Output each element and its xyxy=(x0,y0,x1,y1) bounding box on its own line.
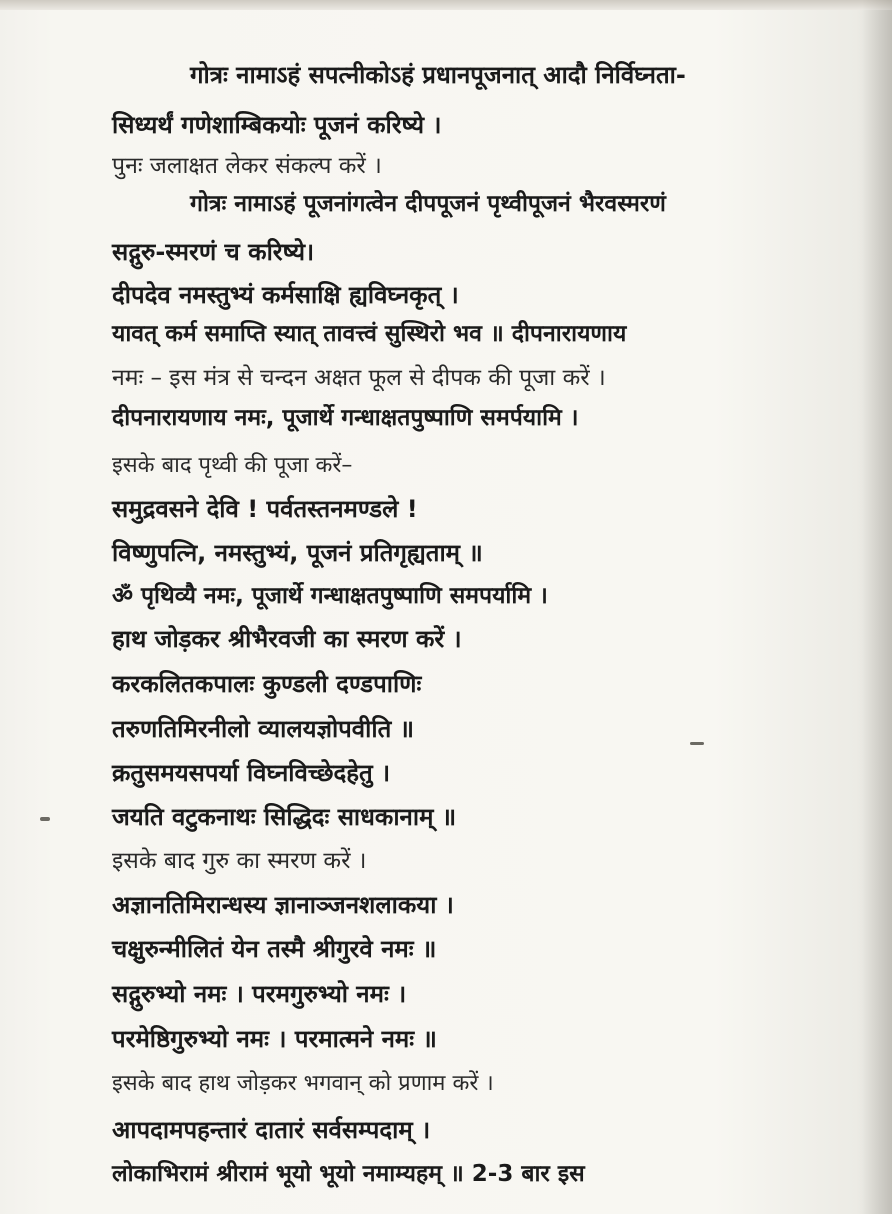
page-binding-shadow xyxy=(862,0,892,1214)
text-line: दीपनारायणाय नमः, पूजार्थे गन्धाक्षतपुष्पाणि समर्पयामि । xyxy=(112,405,579,431)
text-line: यावत् कर्म समाप्ति स्यात् तावत्त्वं सुस्थिरो भव ॥ दीपनारायणाय xyxy=(112,321,627,347)
text-line: करकलितकपालः कुण्डली दण्डपाणिः xyxy=(112,670,422,698)
text-line: लोकाभिरामं श्रीरामं भूयो भूयो नमाम्यहम् ॥ 2-3 बार इस xyxy=(112,1161,585,1187)
ink-smudge xyxy=(40,817,50,821)
text-line: परमेष्ठिगुरुभ्यो नमः । परमात्मने नमः ॥ xyxy=(112,1025,437,1053)
text-line: जयति वटुकनाथः सिद्धिदः साधकानाम् ॥ xyxy=(112,803,457,831)
text-line: इसके बाद पृथ्वी की पूजा करें– xyxy=(112,453,353,478)
text-line: दीपदेव नमस्तुभ्यं कर्मसाक्षि ह्यविघ्नकृत् । xyxy=(112,281,459,309)
text-line: चक्षुरुन्मीलितं येन तस्मै श्रीगुरवे नमः ॥ xyxy=(112,935,437,963)
text-line: सिध्यर्थं गणेशाम्बिकयोः पूजनं करिष्ये । xyxy=(112,111,442,139)
text-line: सद्गुरुभ्यो नमः । परमगुरुभ्यो नमः । xyxy=(112,980,407,1008)
text-line: ॐ पृथिव्यै नमः, पूजार्थे गन्धाक्षतपुष्पाणि समपर्यामि । xyxy=(112,583,548,609)
text-line: आपदामपहन्तारं दातारं सर्वसम्पदाम् । xyxy=(112,1116,431,1144)
text-line: समुद्रवसने देवि ! पर्वतस्तनमण्डले ! xyxy=(112,495,418,523)
text-line: सद्गुरु-स्मरणं च करिष्ये। xyxy=(112,238,315,266)
ink-smudge xyxy=(690,742,704,745)
text-line: इसके बाद हाथ जोड़कर भगवान् को प्रणाम करें । xyxy=(112,1071,494,1096)
text-line: हाथ जोड़कर श्रीभैरवजी का स्मरण करें । xyxy=(112,625,462,653)
text-line: अज्ञानतिमिरान्धस्य ज्ञानाञ्जनशलाकया । xyxy=(112,891,454,919)
text-line: गोत्रः नामाऽहं पूजनांगत्वेन दीपपूजनं पृथ्वीपूजनं भैरवस्मरणं xyxy=(190,191,666,217)
text-line: नमः – इस मंत्र से चन्दन अक्षत फूल से दीपक की पूजा करें । xyxy=(112,365,606,391)
text-line: पुनः जलाक्षत लेकर संकल्प करें । xyxy=(112,153,382,179)
text-line: क्रतुसमयसपर्या विघ्नविच्छेदहेतु । xyxy=(112,759,391,787)
page-top-edge xyxy=(0,0,892,10)
text-line: गोत्रः नामाऽहं सपत्नीकोऽहं प्रधानपूजनात् आदौ निर्विघ्नता- xyxy=(190,61,686,89)
text-line: इसके बाद गुरु का स्मरण करें । xyxy=(112,848,367,874)
text-line: तरुणतिमिरनीलो व्यालयज्ञोपवीति ॥ xyxy=(112,715,414,743)
text-line: विष्णुपत्नि, नमस्तुभ्यं, पूजनं प्रतिगृह्यताम् ॥ xyxy=(112,539,483,567)
